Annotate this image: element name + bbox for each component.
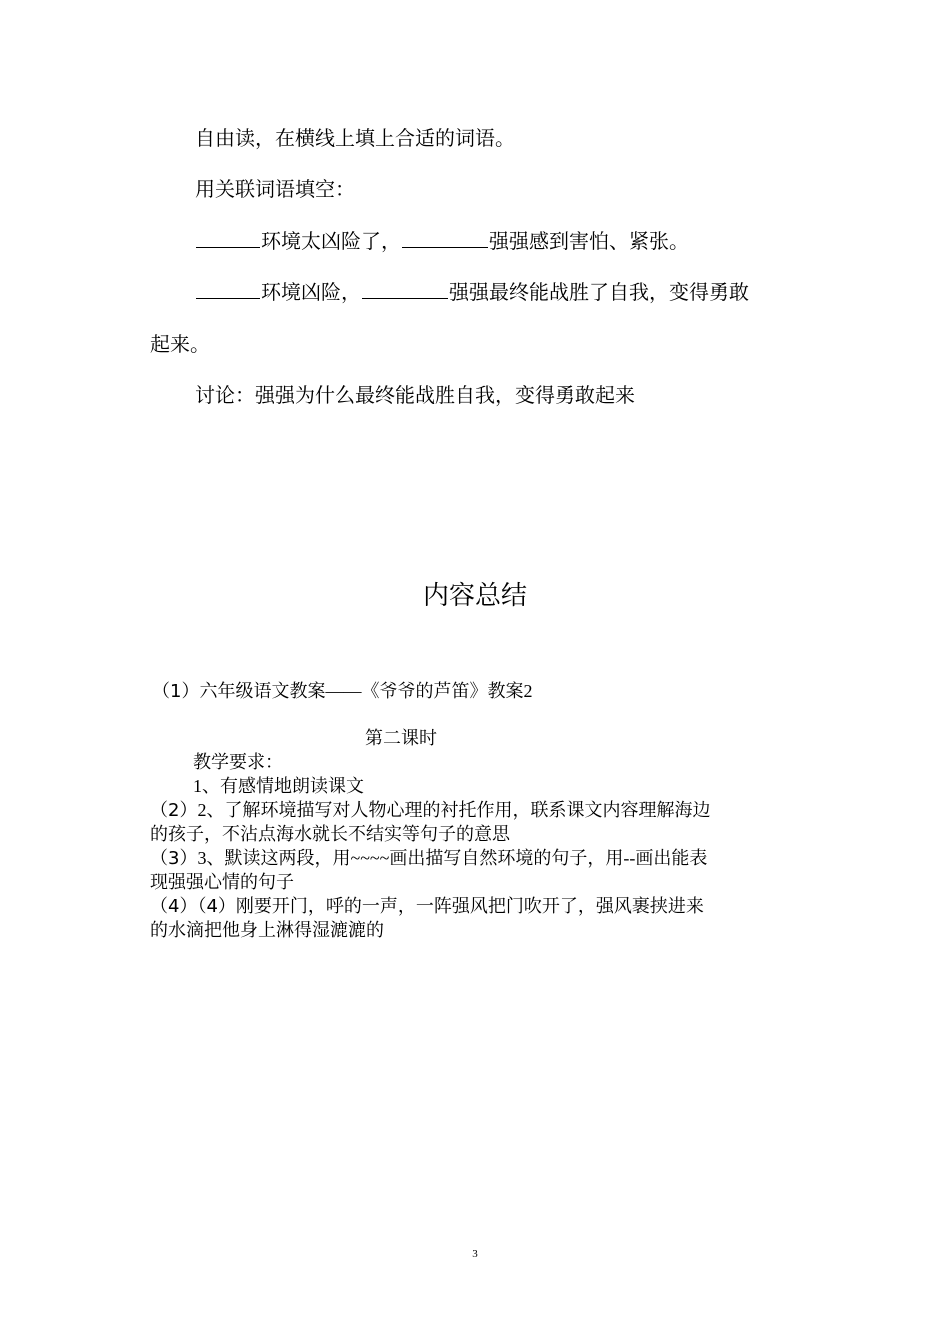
sentence-continuation: 起来。 (150, 332, 210, 356)
blank-1[interactable] (196, 229, 260, 248)
requirement-2: （2）2、了解环境描写对人物心理的衬托作用，联系课文内容理解海边 (150, 800, 711, 821)
summary-title: 内容总结 (422, 581, 527, 611)
lesson-heading: 第二课时 (365, 728, 437, 749)
requirement-4-continued: 的水滴把他身上淋得湿漉漉的 (150, 920, 384, 941)
requirement-2-continued: 的孩子，不沾点海水就长不结实等句子的意思 (150, 824, 510, 845)
fill-blank-sentence-2: 环境凶险， 强强最终能战胜了自我，变得勇敢 (195, 280, 749, 304)
requirement-3: （3）3、默读这两段，用~~~~画出描写自然环境的句子，用--画出能表 (150, 848, 708, 869)
instruction-line-1: 自由读，在横线上填上合适的词语。 (195, 126, 515, 150)
page-number: 3 (472, 1248, 478, 1260)
teaching-requirements-label: 教学要求： (193, 752, 283, 773)
requirement-1: 1、有感情地朗读课文 (193, 776, 364, 797)
fill-blank-sentence-1: 环境太凶险了， 强强感到害怕、紧张。 (195, 229, 689, 253)
blank-3[interactable] (196, 280, 260, 299)
summary-line-1: （1）六年级语文教案——《爷爷的芦笛》教案2 (152, 681, 533, 702)
blank-4[interactable] (362, 280, 448, 299)
requirement-3-continued: 现强强心情的句子 (150, 872, 294, 893)
instruction-line-2: 用关联词语填空： (195, 177, 355, 201)
discussion-question: 讨论：强强为什么最终能战胜自我，变得勇敢起来 (195, 383, 635, 407)
requirement-4: （4）（4）刚要开门，呼的一声，一阵强风把门吹开了，强风裹挟进来 (150, 896, 704, 917)
blank-2[interactable] (402, 229, 488, 248)
